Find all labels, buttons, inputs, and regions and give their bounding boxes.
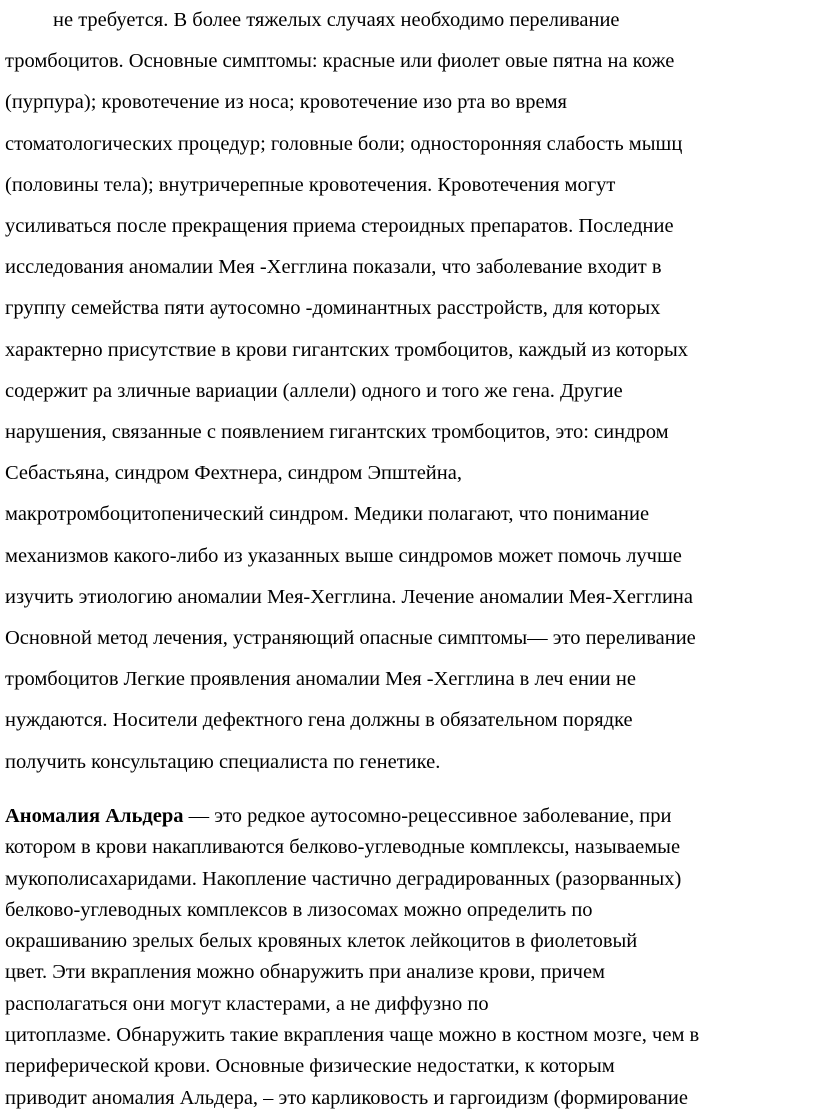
text-line: мукополисахаридами. Накопление частично деградированных (разорванных) [5,867,682,890]
text-line: стоматологических процедур; головные боли; односторонняя слабость мышц [5,132,683,155]
text-line: тромбоцитов Легкие проявления аномалии Мея -Хегглина в леч ении не [5,668,636,691]
text-line: периферической крови. Основные физические недостатки, к которым [5,1055,615,1078]
text-line: не требуется. В более тяжелых случаях необходимо переливание [53,9,620,31]
text-line: белково-углеводных комплексов в лизосомах можно определить по [5,898,593,921]
text-line: (пурпура); кровотечение из носа; кровотечение изо рта во время [5,91,567,114]
text-fragment: — это редкое аутосомно-рецессивное заболевание, при [183,805,672,827]
text-line: исследования аномалии Мея -Хегглина показали, что заболевание входит в [5,256,662,279]
text-line: Основной метод лечения, устраняющий опасные симптомы— это переливание [5,627,696,650]
text-line: котором в крови накапливаются белково-углеводные комплексы, называемые [5,836,681,859]
text-line: приводит аномалия Альдера, – это карликовость и гаргоидизм (формирование [5,1086,688,1109]
text-line: располагаться они могут кластерами, а не диффузно по [5,992,489,1015]
text-line: окрашиванию зрелых белых кровяных клеток лейкоцитов в фиолетовый [5,930,638,953]
text-line: изучить этиологию аномалии Мея-Хегглина. Лечение аномалии Мея-Хегглина [5,585,693,608]
paragraph-may-hegglin [5,0,816,783]
text-line: нуждаются. Носители дефектного гена должны в обязательном порядке [5,709,633,732]
text-line: цитоплазме. Обнаружить такие вкрапления чаще можно в костном мозге, чем в [5,1024,700,1047]
term-heading: Аномалия Альдера [5,805,184,827]
text-line: механизмов какого-либо из указанных выше синдромов может помочь лучше [5,544,682,567]
text-line: цвет. Эти вкрапления можно обнаружить при анализе крови, причем [5,961,606,984]
text-line: тромбоцитов. Основные симптомы: красные или фиолет овые пятна на коже [5,50,675,73]
text-line: макротромбоцитопенический синдром. Медики полагают, что понимание [5,503,650,526]
text-line: характерно присутствие в крови гигантских тромбоцитов, каждый из которых [5,338,688,361]
text-line: Себастьяна, синдром Фехтнера, синдром Эпштейна, [5,462,462,485]
text-line: получить консультацию специалиста по генетике. [5,750,441,773]
paragraph-alder-anomaly [5,801,816,1114]
text-line: группу семейства пяти аутосомно -доминантных расстройств, для которых [5,297,661,320]
text-line: (половины тела); внутричерепные кровотечения. Кровотечения могут [5,173,616,196]
text-line: нарушения, связанные с появлением гигантских тромбоцитов, это: синдром [5,421,669,444]
text-line: усиливаться после прекращения приема стероидных препаратов. Последние [5,215,674,238]
text-line: содержит ра зличные вариации (аллели) одного и того же гена. Другие [5,379,623,402]
text-line [5,801,816,832]
